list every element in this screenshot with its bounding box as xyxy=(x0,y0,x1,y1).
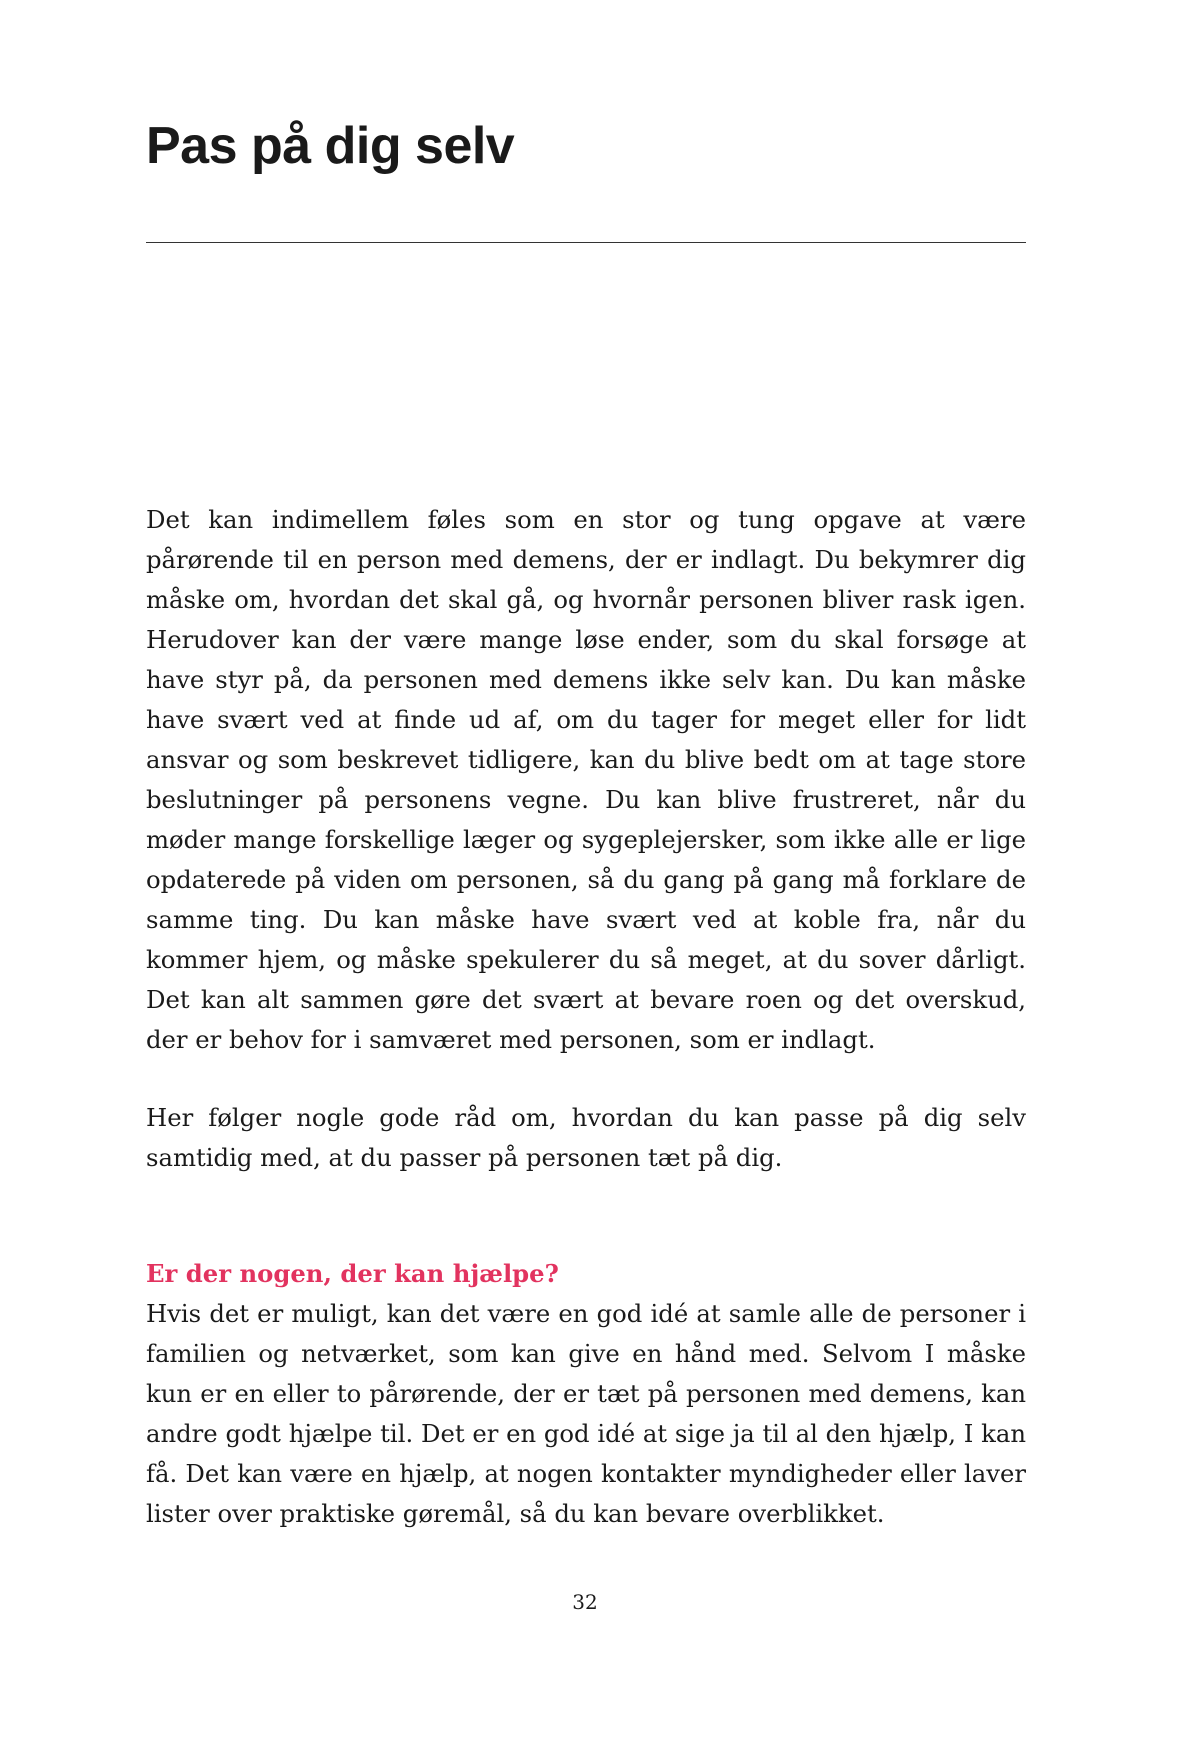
section-body: Hvis det er muligt, kan det være en god idé at samle alle de personer i familien og netværket, som kan give en hånd med. Selvom I måske kun er en eller to pårørende, der er tæt på personen med demens, kan andre godt hjælpe til. Det er en god idé at sige ja til al den hjælp, I kan få. Det kan være en hjælp, at nogen kontakter myndigheder eller laver lister over praktiske gøremål, så du kan bevare overblikket. xyxy=(146,1299,1026,1528)
intro-paragraph: Det kan indimellem føles som en stor og tung opgave at være pårørende til en person med demens, der er indlagt. Du bekymrer dig måske om, hvordan det skal gå, og hvornår personen bliver rask igen. Herudover kan der være mange løse ender, som du skal forsøge at have styr på, da personen med demens ikke selv kan. Du kan måske have svært ved at finde ud af, om du tager for meget eller for lidt ansvar og som beskrevet tidligere, kan du blive bedt om at tage store beslutninger på personens vegne. Du kan blive frustreret, når du møder mange forskellige læger og sygeplejersker, som ikke alle er lige opdaterede på viden om personen, så du gang på gang må forklare de samme ting. Du kan måske have svært ved at koble fra, når du kommer hjem, og måske spekulerer du så meget, at du sover dårligt. Det kan alt sammen gøre det svært at bevare roen og det overskud, der er behov for i samværet med personen, som er indlagt. xyxy=(146,505,1026,1054)
help-section xyxy=(146,1254,1026,1534)
title-divider xyxy=(146,242,1026,243)
page-number: 32 xyxy=(572,1590,598,1614)
advice-paragraph: Her følger nogle gode råd om, hvordan du kan passe på dig selv samtidig med, at du passer på personen tæt på dig. xyxy=(146,1103,1026,1172)
section-heading: Er der nogen, der kan hjælpe? xyxy=(146,1259,559,1288)
page-title: Pas på dig selv xyxy=(146,117,515,175)
